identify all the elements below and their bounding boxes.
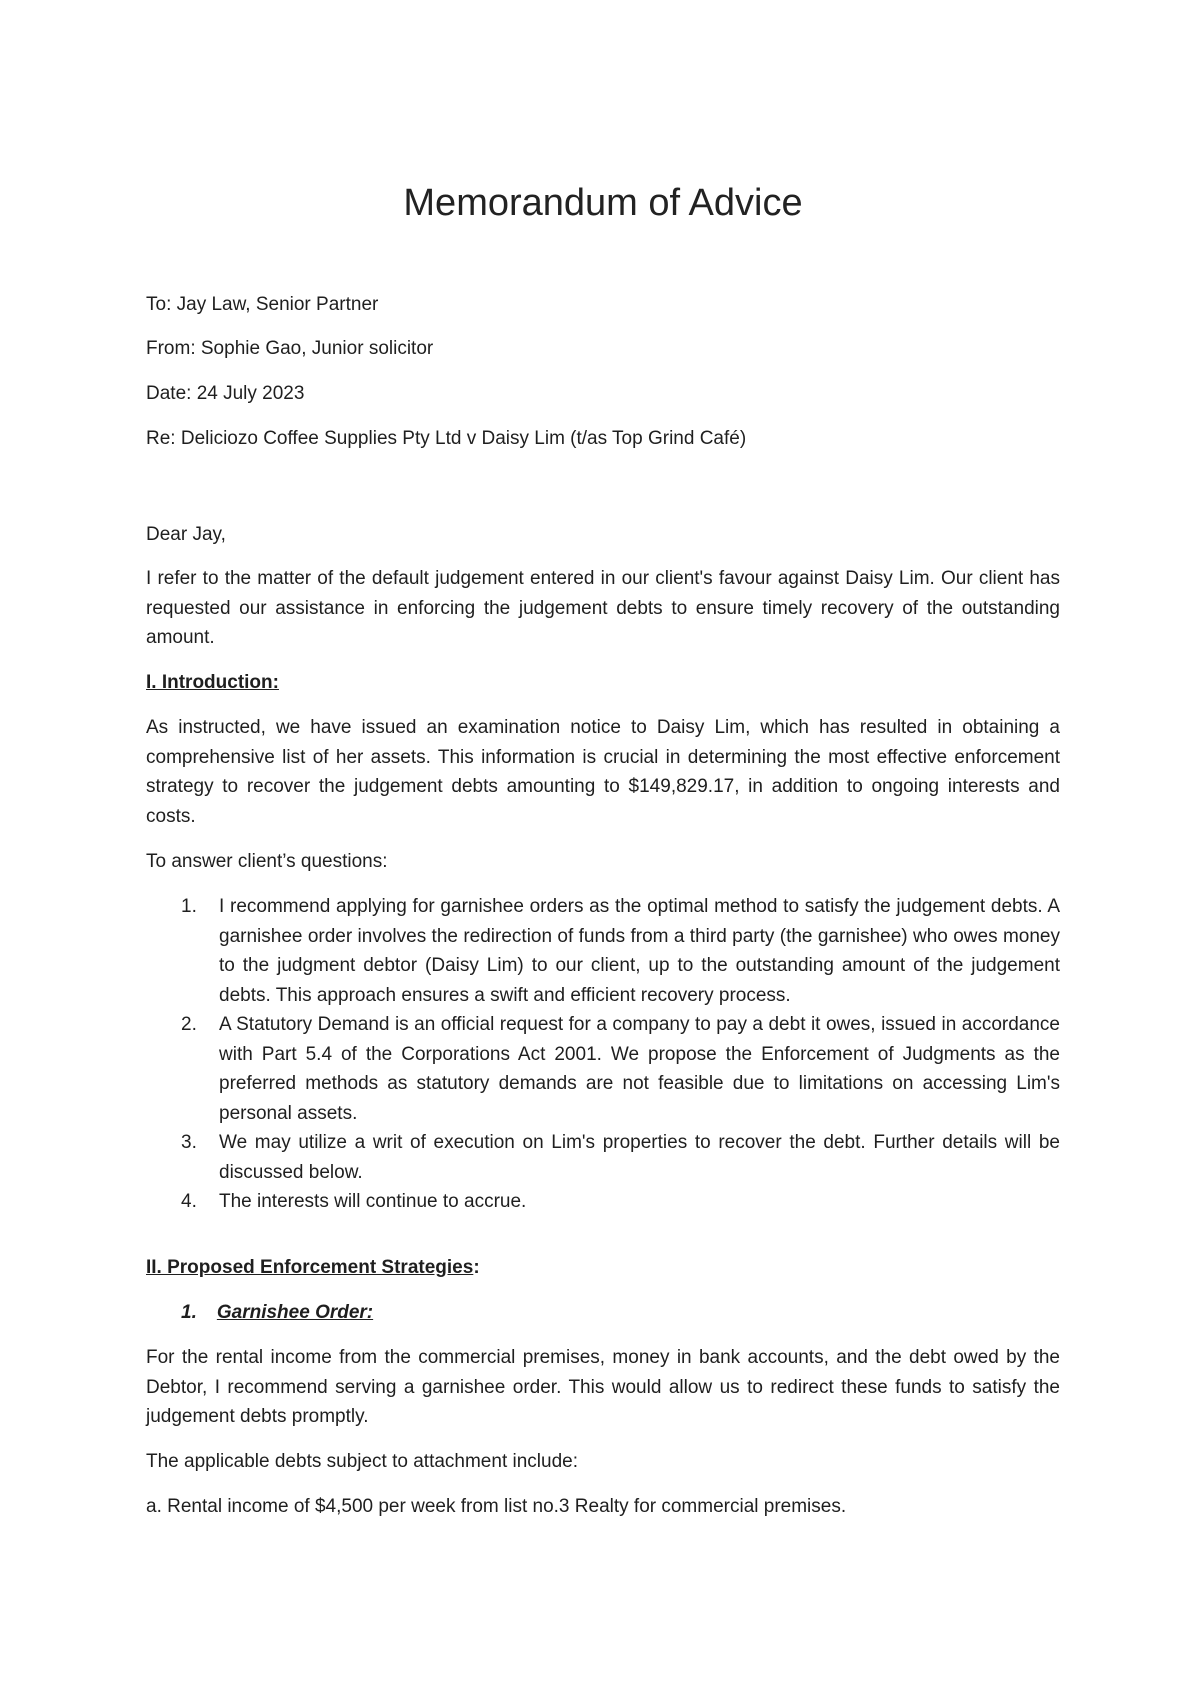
list-item [146,1187,1060,1217]
list-item [146,1128,1060,1187]
list-item-number: 1. [181,896,197,917]
list-item-number: 2. [181,1014,197,1035]
section-heading-strategies-line [146,1253,1060,1283]
section-heading-introduction: I. Introduction: [146,672,279,693]
list-item-number: 4. [181,1191,197,1212]
memo-from: From: Sophie Gao, Junior solicitor [146,338,434,359]
attachment-lead-in: The applicable debts subject to attachment include: [146,1451,578,1472]
attachment-item-a: a. Rental income of $4,500 per week from list no.3 Realty for commercial premises. [146,1496,847,1517]
intro-paragraph: I refer to the matter of the default judgement entered in our client's favour against Daisy Lim. Our client has requested our assistance in enforcing the judgement debts to ensure timely recovery of the outstanding amount. [146,568,1060,648]
list-item-text: We may utilize a writ of execution on Lim's properties to recover the debt. Further details will be discussed below. [219,1132,1060,1183]
subheading-label: Garnishee Order: [216,1302,374,1323]
document-title: Memorandum of Advice [403,182,803,224]
subheading-garnishee-order [181,1298,373,1328]
list-item-number: 3. [181,1132,197,1153]
salutation: Dear Jay, [146,524,226,545]
memo-to: To: Jay Law, Senior Partner [146,294,379,315]
memo-date: Date: 24 July 2023 [146,383,305,404]
list-item-text: A Statutory Demand is an official request for a company to pay a debt it owes, issued in accordance with Part 5.4 of the Corporations Act 2001. We propose the Enforcement of Judgments as the preferred methods as statutory demands are not feasible due to limitations on accessing Lim's personal assets. [219,1014,1060,1124]
garnishee-paragraph: For the rental income from the commercial premises, money in bank accounts, and the debt owed by the Debtor, I recommend serving a garnishee order. This would allow us to redirect these funds to satisfy the judgement debts promptly. [146,1347,1060,1427]
memo-re: Re: Deliciozo Coffee Supplies Pty Ltd v Daisy Lim (t/as Top Grind Café) [146,428,747,449]
list-item [146,1010,1060,1128]
subheading-number: 1. [181,1302,197,1323]
answers-list [146,892,1060,1217]
introduction-paragraph: As instructed, we have issued an examination notice to Daisy Lim, which has resulted in obtaining a comprehensive list of her assets. This information is crucial in determining the most effective enforcement strategy to recover the judgement debts amounting to $149,829.17, in addition to ongoing interests and costs. [146,717,1060,827]
answers-lead-in: To answer client’s questions: [146,851,388,872]
section-heading-colon: : [473,1257,480,1278]
list-item-text: I recommend applying for garnishee orders as the optimal method to satisfy the judgement debts. A garnishee order involves the redirection of funds from a third party (the garnishee) who owes money to the judgment debtor (Daisy Lim) to our client, up to the outstanding amount of the judgement debts. This approach ensures a swift and efficient recovery process. [219,896,1060,1006]
list-item-text: The interests will continue to accrue. [219,1191,527,1212]
section-heading-strategies: II. Proposed Enforcement Strategies [146,1257,474,1278]
list-item [146,892,1060,1010]
